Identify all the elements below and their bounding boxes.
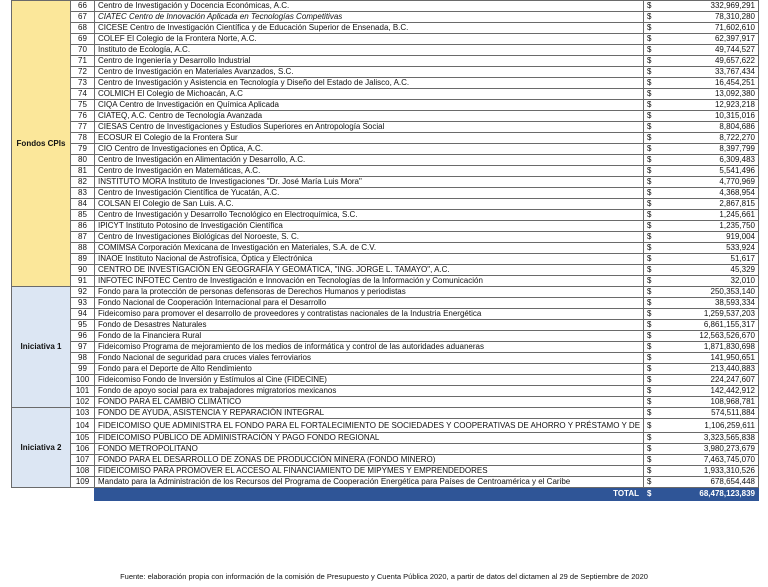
currency-symbol: $ bbox=[644, 199, 656, 210]
table-row bbox=[12, 188, 759, 199]
row-number: 66 bbox=[71, 1, 95, 12]
row-number: 74 bbox=[71, 89, 95, 100]
amount: 38,593,334 bbox=[655, 298, 759, 309]
row-number: 91 bbox=[71, 276, 95, 287]
amount: 1,871,830,698 bbox=[655, 342, 759, 353]
currency-symbol: $ bbox=[644, 166, 656, 177]
fund-name: COMIMSA Corporación Mexicana de Investigación en Materiales, S.A. de C.V. bbox=[95, 243, 644, 254]
table-row bbox=[12, 342, 759, 353]
table-row bbox=[12, 111, 759, 122]
currency-symbol: $ bbox=[644, 210, 656, 221]
amount: 32,010 bbox=[655, 276, 759, 287]
table-row bbox=[12, 133, 759, 144]
amount: 3,323,565,838 bbox=[655, 433, 759, 444]
amount: 6,861,155,317 bbox=[655, 320, 759, 331]
table-row bbox=[12, 221, 759, 232]
currency-symbol: $ bbox=[644, 144, 656, 155]
table-row bbox=[12, 397, 759, 408]
table-row bbox=[12, 276, 759, 287]
amount: 108,968,781 bbox=[655, 397, 759, 408]
fund-name: Centro de Investigación en Matemáticas, A.C. bbox=[95, 166, 644, 177]
amount: 78,310,280 bbox=[655, 12, 759, 23]
table-row bbox=[12, 67, 759, 78]
row-number: 84 bbox=[71, 199, 95, 210]
table-row bbox=[12, 45, 759, 56]
total-currency: $ bbox=[644, 488, 656, 501]
fund-name: Fondo de Desastres Naturales bbox=[95, 320, 644, 331]
row-number: 93 bbox=[71, 298, 95, 309]
currency-symbol: $ bbox=[644, 375, 656, 386]
fund-name: FIDEICOMISO QUE ADMINISTRA EL FONDO PARA EL FORTALECIMIENTO DE SOCIEDADES Y COOPERATIVAS DE AHORRO Y PRÉSTAMO Y DE bbox=[95, 419, 644, 433]
table-row bbox=[12, 122, 759, 133]
fund-name: FONDO DE AYUDA, ASISTENCIA Y REPARACIÓN INTEGRAL bbox=[95, 408, 644, 419]
row-number: 103 bbox=[71, 408, 95, 419]
amount: 45,329 bbox=[655, 265, 759, 276]
table-row bbox=[12, 155, 759, 166]
table-row bbox=[12, 177, 759, 188]
fund-name: INSTITUTO MORA Instituto de Investigaciones "Dr. José María Luis Mora" bbox=[95, 177, 644, 188]
table-row bbox=[12, 408, 759, 419]
row-number: 104 bbox=[71, 419, 95, 433]
table-row bbox=[12, 23, 759, 34]
row-number: 105 bbox=[71, 433, 95, 444]
amount: 16,454,251 bbox=[655, 78, 759, 89]
amount: 4,368,954 bbox=[655, 188, 759, 199]
currency-symbol: $ bbox=[644, 188, 656, 199]
fund-name: IPICYT Instituto Potosino de Investigación Científica bbox=[95, 221, 644, 232]
table-row bbox=[12, 455, 759, 466]
row-number: 70 bbox=[71, 45, 95, 56]
row-number: 106 bbox=[71, 444, 95, 455]
row-number: 78 bbox=[71, 133, 95, 144]
row-number: 67 bbox=[71, 12, 95, 23]
amount: 1,933,310,526 bbox=[655, 466, 759, 477]
row-number: 100 bbox=[71, 375, 95, 386]
total-label: TOTAL bbox=[95, 488, 644, 501]
table-row bbox=[12, 320, 759, 331]
amount: 1,106,259,611 bbox=[655, 419, 759, 433]
table-row bbox=[12, 199, 759, 210]
amount: 142,442,912 bbox=[655, 386, 759, 397]
fund-name: CIO Centro de Investigaciones en Óptica, A.C. bbox=[95, 144, 644, 155]
row-number: 82 bbox=[71, 177, 95, 188]
fund-name: Instituto de Ecología, A.C. bbox=[95, 45, 644, 56]
amount: 533,924 bbox=[655, 243, 759, 254]
row-number: 96 bbox=[71, 331, 95, 342]
amount: 3,980,273,679 bbox=[655, 444, 759, 455]
amount: 1,245,661 bbox=[655, 210, 759, 221]
table-row bbox=[12, 1, 759, 12]
fund-name: FONDO PARA EL CAMBIO CLIMÁTICO bbox=[95, 397, 644, 408]
table-row bbox=[12, 287, 759, 298]
amount: 1,259,537,203 bbox=[655, 309, 759, 320]
row-number: 92 bbox=[71, 287, 95, 298]
amount: 49,657,622 bbox=[655, 56, 759, 67]
amount: 250,353,140 bbox=[655, 287, 759, 298]
fund-name: Fondo de apoyo social para ex trabajadores migratorios mexicanos bbox=[95, 386, 644, 397]
funds-table bbox=[11, 0, 759, 501]
amount: 141,950,651 bbox=[655, 353, 759, 364]
fund-name: Fideicomiso Fondo de Inversión y Estímulos al Cine (FIDECINE) bbox=[95, 375, 644, 386]
currency-symbol: $ bbox=[644, 243, 656, 254]
row-number: 80 bbox=[71, 155, 95, 166]
fund-name: CIATEC Centro de Innovación Aplicada en Tecnologías Competitivas bbox=[95, 12, 644, 23]
currency-symbol: $ bbox=[644, 78, 656, 89]
amount: 12,923,218 bbox=[655, 100, 759, 111]
currency-symbol: $ bbox=[644, 309, 656, 320]
row-number: 109 bbox=[71, 477, 95, 488]
currency-symbol: $ bbox=[644, 276, 656, 287]
table-row bbox=[12, 243, 759, 254]
amount: 919,004 bbox=[655, 232, 759, 243]
table-row bbox=[12, 78, 759, 89]
fund-name: Fideicomiso Programa de mejoramiento de los medios de informática y control de las autoridades aduaneras bbox=[95, 342, 644, 353]
fund-name: Fondo Nacional de Cooperación Internacional para el Desarrollo bbox=[95, 298, 644, 309]
amount: 213,440,883 bbox=[655, 364, 759, 375]
currency-symbol: $ bbox=[644, 177, 656, 188]
fund-name: FONDO PARA EL DESARROLLO DE ZONAS DE PRODUCCIÓN MINERA (FONDO MINERO) bbox=[95, 455, 644, 466]
fund-name: Mandato para la Administración de los Recursos del Programa de Cooperación Energética para Países de Centroamérica y el Caribe bbox=[95, 477, 644, 488]
currency-symbol: $ bbox=[644, 364, 656, 375]
fund-name: COLSAN El Colegio de San Luis. A.C. bbox=[95, 199, 644, 210]
total-row bbox=[12, 488, 759, 501]
fund-name: Centro de Investigación en Materiales Avanzados, S.C. bbox=[95, 67, 644, 78]
table-row bbox=[12, 375, 759, 386]
fund-name: Centro de Ingeniería y Desarrollo Industrial bbox=[95, 56, 644, 67]
source-footnote: Fuente: elaboración propia con información de la comisión de Presupuesto y Cuenta Pública 2020, a partir de datos del dictamen al 29 de Septiembre de 2020 bbox=[120, 572, 648, 581]
table-row bbox=[12, 364, 759, 375]
fund-name: Fondo para la protección de personas defensoras de Derechos Humanos y periodistas bbox=[95, 287, 644, 298]
currency-symbol: $ bbox=[644, 232, 656, 243]
fund-name: FIDEICOMISO PÚBLICO DE ADMINISTRACIÓN Y PAGO FONDO REGIONAL bbox=[95, 433, 644, 444]
row-number: 73 bbox=[71, 78, 95, 89]
currency-symbol: $ bbox=[644, 320, 656, 331]
amount: 7,463,745,070 bbox=[655, 455, 759, 466]
amount: 8,722,270 bbox=[655, 133, 759, 144]
table-row bbox=[12, 166, 759, 177]
fund-name: FONDO METROPOLITANO bbox=[95, 444, 644, 455]
row-number: 69 bbox=[71, 34, 95, 45]
amount: 12,563,526,670 bbox=[655, 331, 759, 342]
currency-symbol: $ bbox=[644, 408, 656, 419]
row-number: 83 bbox=[71, 188, 95, 199]
currency-symbol: $ bbox=[644, 56, 656, 67]
row-number: 98 bbox=[71, 353, 95, 364]
fund-name: CIATEQ, A.C. Centro de Tecnología Avanzada bbox=[95, 111, 644, 122]
row-number: 85 bbox=[71, 210, 95, 221]
currency-symbol: $ bbox=[644, 1, 656, 12]
amount: 332,969,291 bbox=[655, 1, 759, 12]
table-row bbox=[12, 309, 759, 320]
row-number: 87 bbox=[71, 232, 95, 243]
amount: 574,511,884 bbox=[655, 408, 759, 419]
currency-symbol: $ bbox=[644, 386, 656, 397]
fund-name: Centro de Investigación Científica de Yucatán, A.C. bbox=[95, 188, 644, 199]
group-label: Fondos CPIs bbox=[12, 1, 71, 287]
table-row bbox=[12, 56, 759, 67]
row-number: 79 bbox=[71, 144, 95, 155]
fund-name: INAOE Instituto Nacional de Astrofísica, Óptica y Electrónica bbox=[95, 254, 644, 265]
fund-name: Fideicomiso para promover el desarrollo de proveedores y contratistas nacionales de la Industria Energética bbox=[95, 309, 644, 320]
table-row bbox=[12, 331, 759, 342]
table-row bbox=[12, 353, 759, 364]
fund-name: CIQA Centro de Investigación en Química Aplicada bbox=[95, 100, 644, 111]
table-row bbox=[12, 444, 759, 455]
row-number: 94 bbox=[71, 309, 95, 320]
currency-symbol: $ bbox=[644, 111, 656, 122]
row-number: 75 bbox=[71, 100, 95, 111]
table-row bbox=[12, 12, 759, 23]
row-number: 88 bbox=[71, 243, 95, 254]
fund-name: CICESE Centro de Investigación Científica y de Educación Superior de Ensenada, B.C. bbox=[95, 23, 644, 34]
currency-symbol: $ bbox=[644, 122, 656, 133]
fund-name: Centro de Investigaciones Biológicas del Noroeste, S. C. bbox=[95, 232, 644, 243]
fund-name: FIDEICOMISO PARA PROMOVER EL ACCESO AL FINANCIAMIENTO DE MIPYMES Y EMPRENDEDORES bbox=[95, 466, 644, 477]
row-number: 76 bbox=[71, 111, 95, 122]
fund-name: Centro de Investigación y Asistencia en Tecnología y Diseño del Estado de Jalisco, A.C. bbox=[95, 78, 644, 89]
row-number: 89 bbox=[71, 254, 95, 265]
table-row bbox=[12, 477, 759, 488]
fund-name: COLMICH El Colegio de Michoacán, A.C bbox=[95, 89, 644, 100]
currency-symbol: $ bbox=[644, 298, 656, 309]
total-amount: 68,478,123,839 bbox=[655, 488, 759, 501]
amount: 8,804,686 bbox=[655, 122, 759, 133]
currency-symbol: $ bbox=[644, 477, 656, 488]
fund-name: Fondo Nacional de seguridad para cruces viales ferroviarios bbox=[95, 353, 644, 364]
fund-name: CENTRO DE INVESTIGACIÓN EN GEOGRAFÍA Y GEOMÁTICA, "ING. JORGE L. TAMAYO", A.C. bbox=[95, 265, 644, 276]
currency-symbol: $ bbox=[644, 12, 656, 23]
row-number: 97 bbox=[71, 342, 95, 353]
amount: 10,315,016 bbox=[655, 111, 759, 122]
row-number: 108 bbox=[71, 466, 95, 477]
currency-symbol: $ bbox=[644, 466, 656, 477]
fund-name: Centro de Investigación en Alimentación y Desarrollo, A.C. bbox=[95, 155, 644, 166]
total-spacer bbox=[12, 488, 95, 501]
currency-symbol: $ bbox=[644, 419, 656, 433]
row-number: 86 bbox=[71, 221, 95, 232]
row-number: 102 bbox=[71, 397, 95, 408]
row-number: 101 bbox=[71, 386, 95, 397]
table-row bbox=[12, 254, 759, 265]
currency-symbol: $ bbox=[644, 155, 656, 166]
row-number: 99 bbox=[71, 364, 95, 375]
currency-symbol: $ bbox=[644, 433, 656, 444]
amount: 678,654,448 bbox=[655, 477, 759, 488]
amount: 4,770,969 bbox=[655, 177, 759, 188]
row-number: 95 bbox=[71, 320, 95, 331]
fund-name: Centro de Investigación y Docencia Económicas, A.C. bbox=[95, 1, 644, 12]
amount: 8,397,799 bbox=[655, 144, 759, 155]
fund-name: Centro de Investigación y Desarrollo Tecnológico en Electroquímica, S.C. bbox=[95, 210, 644, 221]
table-row bbox=[12, 100, 759, 111]
fund-name: INFOTEC INFOTEC Centro de Investigación e Innovación en Tecnologías de la Información y Comunicación bbox=[95, 276, 644, 287]
table-row bbox=[12, 144, 759, 155]
table-row bbox=[12, 419, 759, 433]
currency-symbol: $ bbox=[644, 100, 656, 111]
currency-symbol: $ bbox=[644, 331, 656, 342]
amount: 49,744,527 bbox=[655, 45, 759, 56]
currency-symbol: $ bbox=[644, 254, 656, 265]
amount: 33,767,434 bbox=[655, 67, 759, 78]
row-number: 72 bbox=[71, 67, 95, 78]
row-number: 77 bbox=[71, 122, 95, 133]
fund-name: ECOSUR El Colegio de la Frontera Sur bbox=[95, 133, 644, 144]
table-row bbox=[12, 34, 759, 45]
currency-symbol: $ bbox=[644, 265, 656, 276]
amount: 2,867,815 bbox=[655, 199, 759, 210]
currency-symbol: $ bbox=[644, 353, 656, 364]
currency-symbol: $ bbox=[644, 34, 656, 45]
row-number: 71 bbox=[71, 56, 95, 67]
row-number: 81 bbox=[71, 166, 95, 177]
currency-symbol: $ bbox=[644, 89, 656, 100]
currency-symbol: $ bbox=[644, 133, 656, 144]
table-row bbox=[12, 265, 759, 276]
row-number: 107 bbox=[71, 455, 95, 466]
currency-symbol: $ bbox=[644, 287, 656, 298]
currency-symbol: $ bbox=[644, 45, 656, 56]
currency-symbol: $ bbox=[644, 67, 656, 78]
fund-name: Fondo para el Deporte de Alto Rendimiento bbox=[95, 364, 644, 375]
table-row bbox=[12, 210, 759, 221]
amount: 224,247,607 bbox=[655, 375, 759, 386]
currency-symbol: $ bbox=[644, 23, 656, 34]
group-label: Iniciativa 2 bbox=[12, 408, 71, 488]
currency-symbol: $ bbox=[644, 342, 656, 353]
table-row bbox=[12, 298, 759, 309]
table-row bbox=[12, 386, 759, 397]
amount: 1,235,750 bbox=[655, 221, 759, 232]
amount: 51,617 bbox=[655, 254, 759, 265]
row-number: 68 bbox=[71, 23, 95, 34]
table-row bbox=[12, 466, 759, 477]
currency-symbol: $ bbox=[644, 444, 656, 455]
fund-name: Fondo de la Financiera Rural bbox=[95, 331, 644, 342]
currency-symbol: $ bbox=[644, 397, 656, 408]
table-row bbox=[12, 232, 759, 243]
table-row bbox=[12, 89, 759, 100]
amount: 6,309,483 bbox=[655, 155, 759, 166]
fund-name: COLEF El Colegio de la Frontera Norte, A.C. bbox=[95, 34, 644, 45]
currency-symbol: $ bbox=[644, 221, 656, 232]
amount: 5,541,496 bbox=[655, 166, 759, 177]
table-row bbox=[12, 433, 759, 444]
amount: 13,092,380 bbox=[655, 89, 759, 100]
fund-name: CIESAS Centro de Investigaciones y Estudios Superiores en Antropología Social bbox=[95, 122, 644, 133]
currency-symbol: $ bbox=[644, 455, 656, 466]
row-number: 90 bbox=[71, 265, 95, 276]
amount: 71,602,610 bbox=[655, 23, 759, 34]
amount: 62,397,917 bbox=[655, 34, 759, 45]
group-label: Iniciativa 1 bbox=[12, 287, 71, 408]
